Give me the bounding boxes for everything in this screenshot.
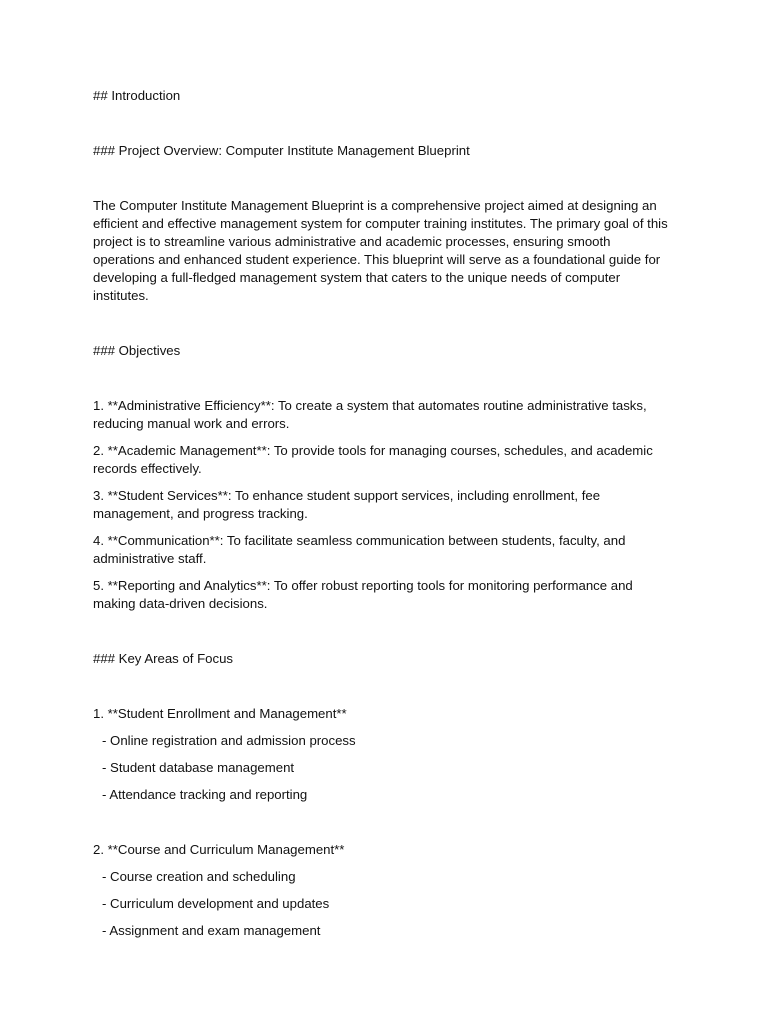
objective-item: 5. **Reporting and Analytics**: To offer robust reporting tools for monitoring performance and making data-driven decisions. xyxy=(93,578,633,611)
intro-heading: ## Introduction xyxy=(93,88,181,103)
objective-item: 3. **Student Services**: To enhance student support services, including enrollment, fee management, and progress tracking. xyxy=(93,488,601,521)
overview-heading: ### Project Overview: Computer Institute Management Blueprint xyxy=(93,143,470,158)
focus-area-item: - Course creation and scheduling xyxy=(102,869,296,884)
focus-heading: ### Key Areas of Focus xyxy=(93,651,234,666)
focus-area-item: - Curriculum development and updates xyxy=(102,896,330,911)
objectives-heading: ### Objectives xyxy=(93,343,181,358)
objective-item: 4. **Communication**: To facilitate seamless communication between students, faculty, and administrative staff. xyxy=(93,533,626,566)
focus-area-title: 2. **Course and Curriculum Management** xyxy=(93,842,345,857)
focus-area-item: - Student database management xyxy=(102,760,295,775)
objective-item: 1. **Administrative Efficiency**: To create a system that automates routine administrative tasks, reducing manual work and errors. xyxy=(93,398,647,431)
focus-area-item: - Assignment and exam management xyxy=(102,923,321,938)
objective-item: 2. **Academic Management**: To provide tools for managing courses, schedules, and academic records effectively. xyxy=(93,443,653,476)
overview-paragraph: The Computer Institute Management Blueprint is a comprehensive project aimed at designing an efficient and effective management system for computer training institutes. The primary goal of this project is to streamline various administrative and academic processes, ensuring smooth operations and enhanced student experience. This blueprint will serve as a foundational guide for developing a full-fledged management system that caters to the unique needs of computer institutes. xyxy=(93,198,668,303)
focus-area-title: 1. **Student Enrollment and Management** xyxy=(93,706,347,721)
focus-area-item: - Online registration and admission process xyxy=(102,733,356,748)
focus-area-item: - Attendance tracking and reporting xyxy=(102,787,308,802)
document-content xyxy=(93,87,673,940)
